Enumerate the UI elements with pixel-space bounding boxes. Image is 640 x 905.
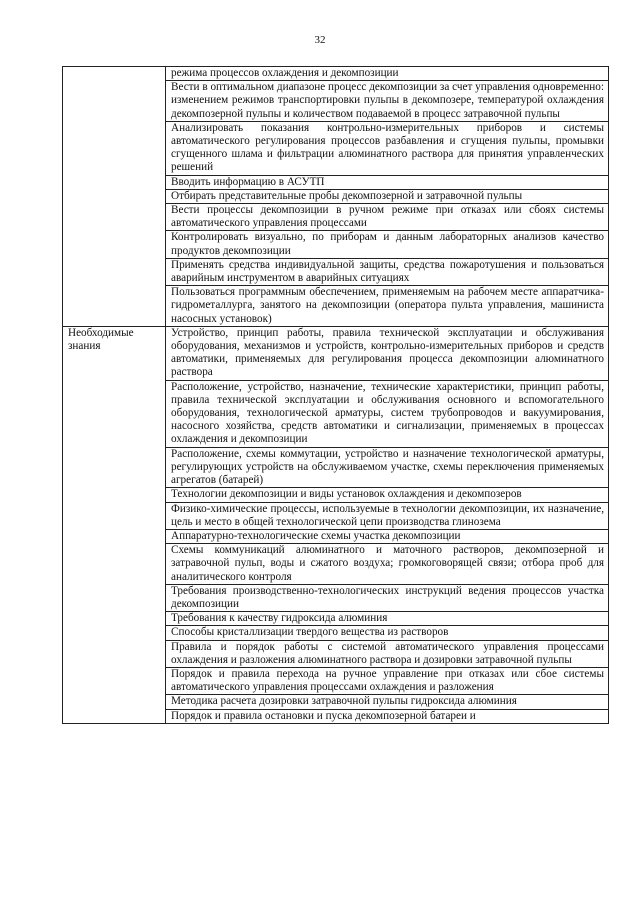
requirement-cell: Расположение, устройство, назначение, технические характеристики, принцип работы, правила технической эксплуатации и обслуживания основного и вспомогательного оборудования, технологической арматуры, систем трубопроводов и вакуумирования, насосного хозяйства, средств автоматики и сигнализации, применяемых в процессах охлаждения и декомпозиции [166,380,609,447]
requirement-cell: Технологии декомпозиции и виды установок охлаждения и декомпозеров [166,488,609,502]
category-cell: Необходимые знания [63,326,166,723]
table-row [63,326,609,380]
requirement-cell: Способы кристаллизации твердого вещества из растворов [166,626,609,640]
page-number: 32 [314,34,326,46]
requirement-cell: Аппаратурно-технологические схемы участка декомпозиции [166,529,609,543]
requirement-cell: режима процессов охлаждения и декомпозиции [166,67,609,81]
requirement-cell: Применять средства индивидуальной защиты, средства пожаротушения и пользоваться аварийным инструментом в аварийных ситуациях [166,258,609,285]
requirement-cell: Расположение, схемы коммутации, устройство и назначение технологической арматуры, регулирующих устройств на обслуживаемом участке, схемы переключения применяемых агрегатов (батарей) [166,447,609,488]
requirement-cell: Устройство, принцип работы, правила технической эксплуатации и обслуживания оборудования, механизмов и устройств, контрольно-измерительных приборов и средств автоматики, применяемых для регулирования процесса декомпозиции алюминатного раствора [166,326,609,380]
requirement-cell: Вести в оптимальном диапазоне процесс декомпозиции за счет управления одновременно: изменением режимов транспортировки пульпы в декомпозере, температурой охлаждения декомпозерной пульпы и количеством подаваемой в процесс затравочной пульпы [166,81,609,122]
requirement-cell: Физико-химические процессы, используемые в технологии декомпозиции, их назначение, цель и место в общей технологической цепи производства глинозема [166,502,609,529]
requirement-cell: Пользоваться программным обеспечением, применяемым на рабочем месте аппаратчика-гидрометаллурга, занятого на декомпозиции (оператора пульта управления, машиниста насосных установок) [166,286,609,327]
requirement-cell: Схемы коммуникаций алюминатного и маточного растворов, декомпозерной и затравочной пульп, воды и сжатого воздуха; громкоговорящей связи; отбора проб для аналитического контроля [166,544,609,585]
requirement-cell: Вводить информацию в АСУТП [166,175,609,189]
category-cell [63,67,166,327]
requirement-cell: Порядок и правила перехода на ручное управление при отказах или сбое системы автоматического управления процессами охлаждения и разложения [166,667,609,694]
requirement-cell: Порядок и правила остановки и пуска декомпозерной батареи и [166,709,609,723]
requirements-table [62,66,609,724]
requirement-cell: Методика расчета дозировки затравочной пульпы гидроксида алюминия [166,695,609,709]
requirement-cell: Отбирать представительные пробы декомпозерной и затравочной пульпы [166,189,609,203]
requirements-table-body [63,67,609,724]
requirement-cell: Вести процессы декомпозиции в ручном режиме при отказах или сбоях системы автоматического управления процессами [166,204,609,231]
requirement-cell: Требования к качеству гидроксида алюминия [166,612,609,626]
requirement-cell: Контролировать визуально, по приборам и данным лабораторных анализов качество продуктов декомпозиции [166,231,609,258]
requirement-cell: Анализировать показания контрольно-измерительных приборов и системы автоматического регулирования процессов разбавления и сгущения пульпы, промывки сгущенного шлама и фильтрации алюминатного раствора для принятия управленческих решений [166,121,609,175]
requirement-cell: Требования производственно-технологических инструкций ведения процессов участка декомпозиции [166,584,609,611]
table-row [63,67,609,81]
requirement-cell: Правила и порядок работы с системой автоматического управления процессами охлаждения и разложения алюминатного раствора и дозировки затравочной пульпы [166,640,609,667]
